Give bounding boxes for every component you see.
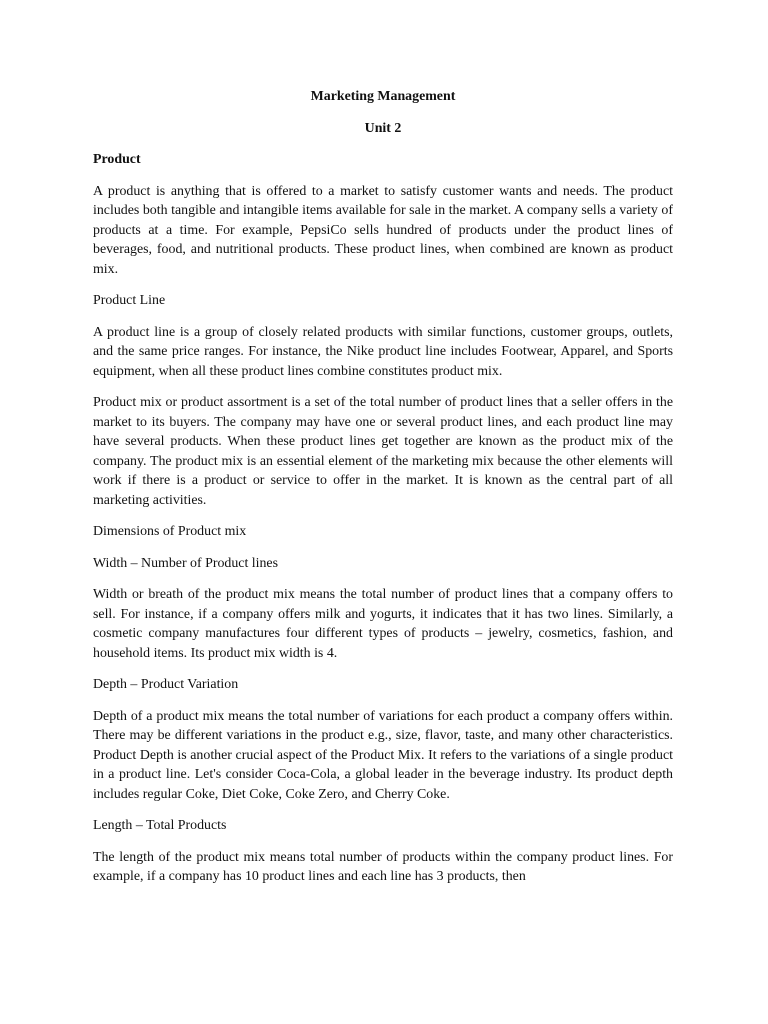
paragraph: Depth of a product mix means the total number of variations for each product a company offers within. There may be different variations in the product e.g., size, flavor, taste, and many other characteristics. Product Depth is another crucial aspect of the Product Mix. It refers to the variations of a single product in a product line. Let's consider Coca-Cola, a global leader in the beverage industry. Its product depth includes regular Coke, Diet Coke, Coke Zero, and Cherry Coke.	[93, 708, 673, 802]
section-heading: Depth – Product Variation	[93, 677, 239, 692]
document-sections	[93, 150, 673, 887]
document-subtitle: Unit 2	[364, 120, 402, 136]
paragraph: A product line is a group of closely related products with similar functions, customer groups, outlets, and the same price ranges. For instance, the Nike product line includes Footwear, Apparel, and Sports equipment, when all these product lines combine constitutes product mix.	[93, 324, 673, 379]
paragraph: A product is anything that is offered to a market to satisfy customer wants and needs. The product includes both tangible and intangible items available for sale in the market. A company sells a variety of products at a time. For example, PepsiCo sells hundred of products under the product lines of beverages, food, and nutritional products. These product lines, when combined are known as product mix.	[93, 183, 673, 277]
document-body	[93, 87, 673, 899]
paragraph: Product mix or product assortment is a set of the total number of product lines that a seller offers in the market to its buyers. The company may have one or several product lines, and each product line may have several products. When these product lines get together are known as the product mix of the company. The product mix is an essential element of the marketing mix because the other elements will work if there is a product or service to offer in the market. It is known as the central part of all marketing activities.	[93, 395, 673, 508]
paragraph: The length of the product mix means total number of products within the company product lines. For example, if a company has 10 product lines and each line has 3 products, then	[93, 849, 673, 884]
section-heading: Product	[93, 152, 141, 167]
section-heading: Dimensions of Product mix	[93, 524, 247, 539]
section-heading: Length – Total Products	[93, 818, 227, 833]
section-heading: Product Line	[93, 293, 166, 308]
paragraph: Width or breath of the product mix means the total number of product lines that a company offers to sell. For instance, if a company offers milk and yogurts, it indicates that it has two lines. Similarly, a cosmetic company manufactures four different types of products – jewelry, cosmetics, fashion, and household items. Its product mix width is 4.	[93, 587, 673, 661]
section-heading: Width – Number of Product lines	[93, 555, 279, 571]
document-title: Marketing Management	[310, 89, 456, 104]
